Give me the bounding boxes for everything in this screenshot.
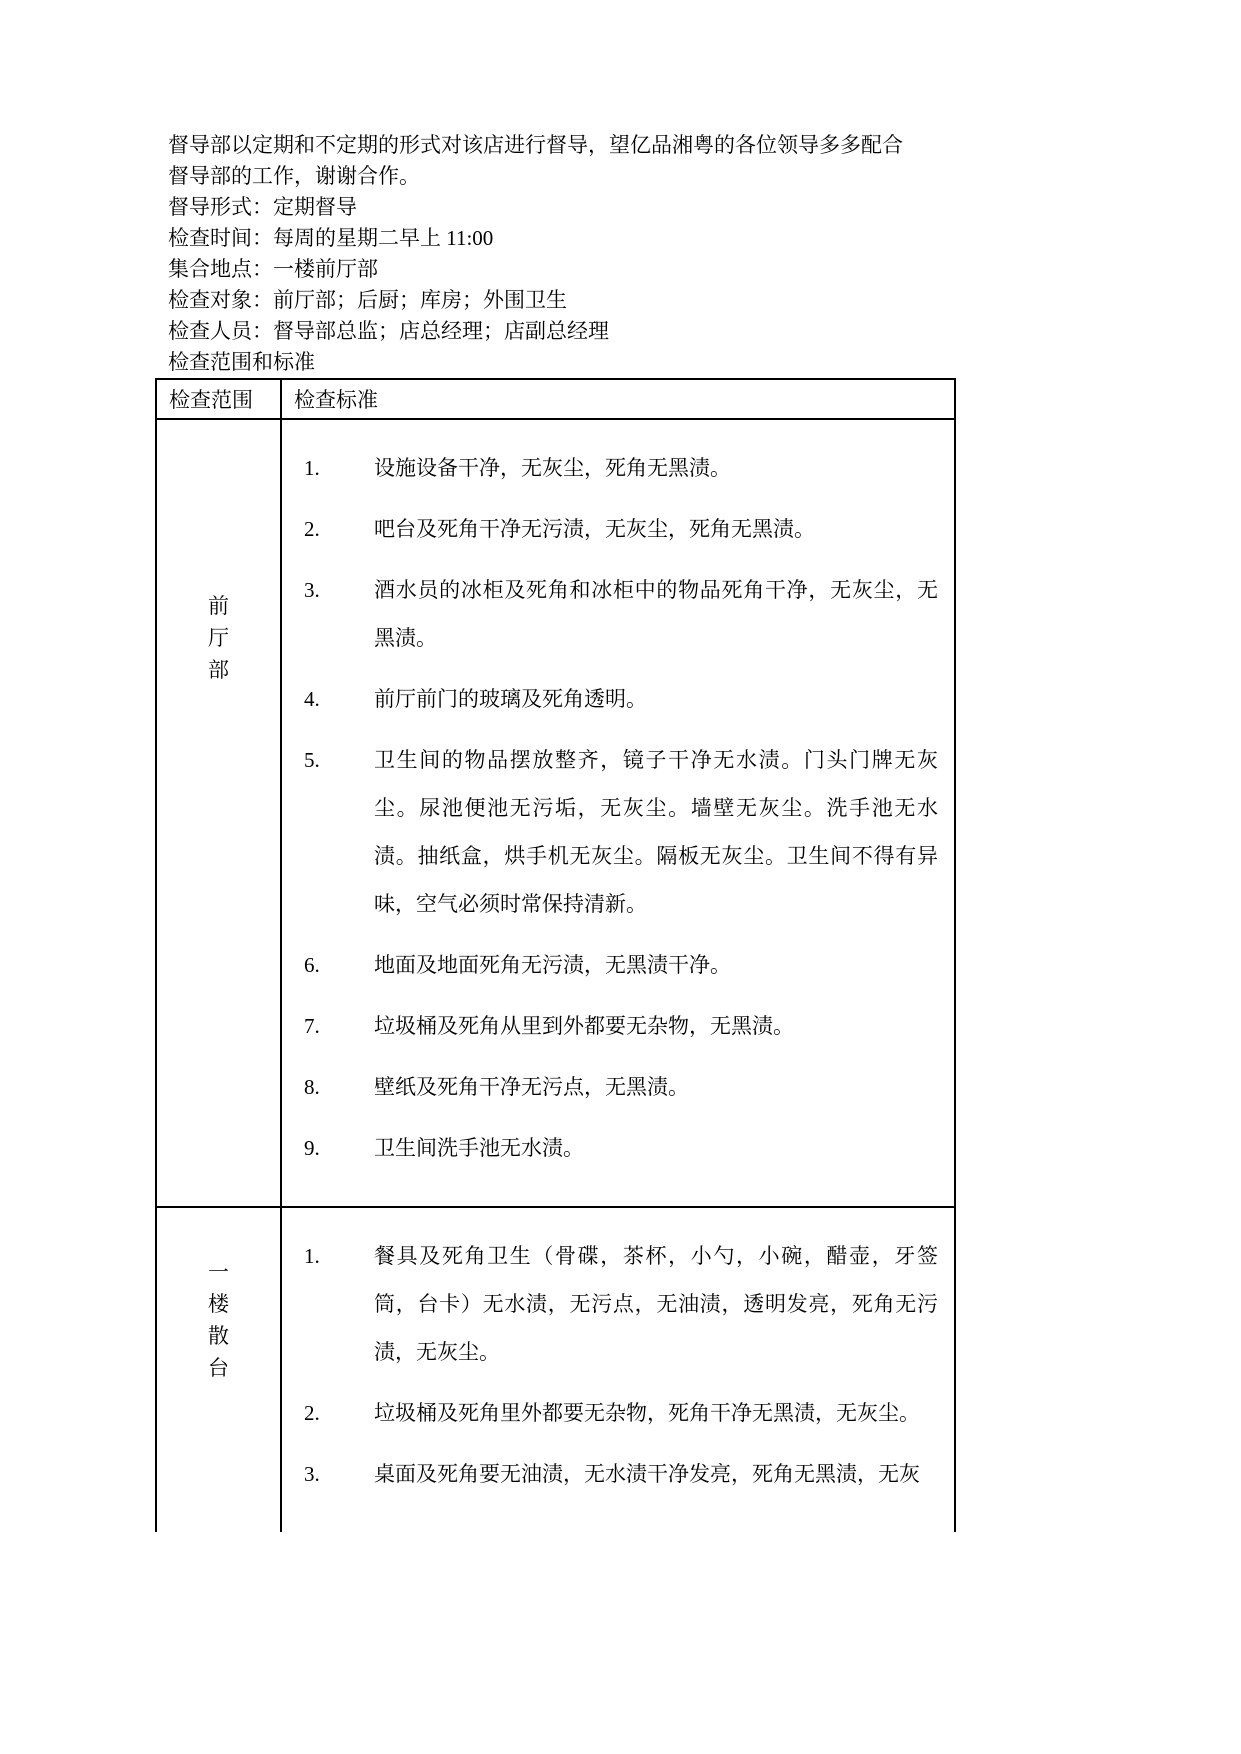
intro-section (168, 130, 968, 378)
items-cell-front-hall (281, 419, 955, 1207)
item-text: 壁纸及死角干净无污点，无黑渍。 (374, 1075, 689, 1099)
inspection-item (304, 1389, 938, 1437)
inspection-item (304, 444, 938, 492)
item-number: 7. (304, 1014, 320, 1038)
item-number: 5. (304, 748, 320, 772)
item-text: 桌面及死角要无油渍，无水渍干净发亮，死角无黑渍，无灰 (374, 1462, 920, 1486)
item-text: 吧台及死角干净无污渍，无灰尘，死角无黑渍。 (374, 517, 815, 541)
column-header-standard: 检查标准 (281, 379, 955, 419)
item-text: 地面及地面死角无污渍，无黑渍干净。 (374, 953, 731, 977)
assembly-point-line: 集合地点：一楼前厅部 (168, 257, 378, 281)
item-text: 餐具及死角卫生（骨碟，茶杯，小勺，小碗，醋壶，牙签筒，台卡）无水渍，无污点，无油渍，透明发亮，死角无污渍，无灰尘。 (374, 1244, 938, 1364)
inspection-item (304, 566, 938, 662)
scope-label-front-hall: 前厅部 (208, 594, 229, 682)
item-text: 设施设备干净，无灰尘，死角无黑渍。 (374, 456, 731, 480)
item-number: 2. (304, 1401, 320, 1425)
column-header-scope: 检查范围 (156, 379, 281, 419)
item-number: 6. (304, 953, 320, 977)
inspection-time-line: 检查时间：每周的星期二早上 11:00 (168, 226, 494, 250)
item-number: 1. (304, 1244, 320, 1268)
scope-cell-first-floor-tables (156, 1207, 281, 1532)
item-text: 卫生间的物品摆放整齐，镜子干净无水渍。门头门牌无灰尘。尿池便池无污垢，无灰尘。墙壁无灰尘。洗手池无水渍。抽纸盒，烘手机无灰尘。隔板无灰尘。卫生间不得有异味，空气必须时常保持清新。 (374, 748, 938, 916)
intro-paragraph-line-1: 督导部以定期和不定期的形式对该店进行督导，望亿品湘粤的各位领导多多配合 (168, 133, 903, 157)
inspection-item (304, 1063, 938, 1111)
inspection-item (304, 675, 938, 723)
inspection-item (304, 1232, 938, 1376)
inspection-item (304, 1124, 938, 1172)
item-number: 3. (304, 1462, 320, 1486)
inspection-item (304, 736, 938, 928)
item-number: 9. (304, 1136, 320, 1160)
scope-cell-front-hall (156, 419, 281, 1207)
table-header-row (156, 379, 955, 419)
item-number: 1. (304, 456, 320, 480)
inspection-item (304, 505, 938, 553)
item-text: 垃圾桶及死角里外都要无杂物，死角干净无黑渍，无灰尘。 (374, 1401, 920, 1425)
scope-label-first-floor-tables: 一楼散台 (208, 1260, 229, 1380)
intro-paragraph-line-2: 督导部的工作，谢谢合作。 (168, 164, 420, 188)
inspection-item (304, 1002, 938, 1050)
item-number: 8. (304, 1075, 320, 1099)
item-number: 3. (304, 578, 320, 602)
item-number: 2. (304, 517, 320, 541)
item-text: 垃圾桶及死角从里到外都要无杂物，无黑渍。 (374, 1014, 794, 1038)
inspection-table (155, 378, 956, 1532)
inspection-item (304, 1450, 938, 1498)
table-row-front-hall (156, 419, 955, 1207)
item-text: 前厅前门的玻璃及死角透明。 (374, 687, 647, 711)
item-text: 酒水员的冰柜及死角和冰柜中的物品死角干净，无灰尘，无黑渍。 (374, 578, 938, 650)
item-text: 卫生间洗手池无水渍。 (374, 1136, 584, 1160)
inspection-target-line: 检查对象：前厅部；后厨；库房；外围卫生 (168, 288, 567, 312)
items-cell-first-floor-tables (281, 1207, 955, 1532)
item-number: 4. (304, 687, 320, 711)
table-row-first-floor-tables (156, 1207, 955, 1532)
inspection-staff-line: 检查人员：督导部总监；店总经理；店副总经理 (168, 319, 609, 343)
supervision-form-line: 督导形式：定期督导 (168, 195, 357, 219)
inspection-item (304, 941, 938, 989)
scope-standard-heading: 检查范围和标准 (168, 350, 315, 374)
